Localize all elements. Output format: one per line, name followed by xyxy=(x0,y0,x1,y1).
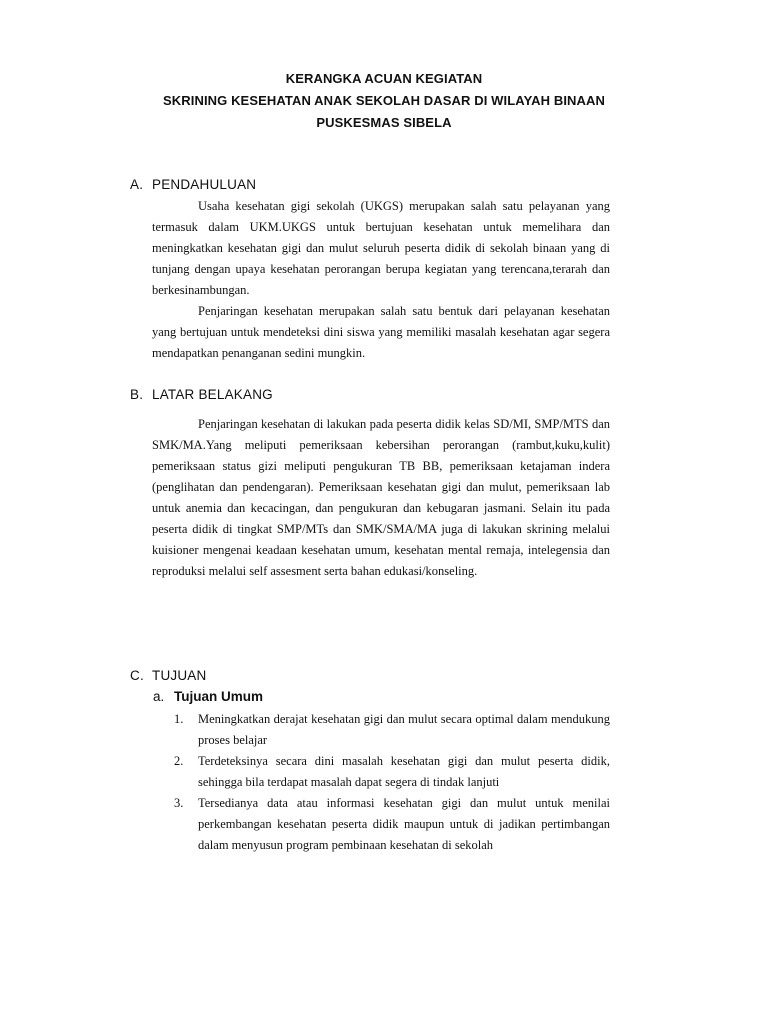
subsection-title: Tujuan Umum xyxy=(174,689,263,704)
section-letter: A. xyxy=(130,177,144,192)
document-title-line-1: KERANGKA ACUAN KEGIATAN xyxy=(285,71,483,86)
latar-belakang-paragraph: Penjaringan kesehatan di lakukan pada peserta didik kelas SD/MI, SMP/MTS dan SMK/MA.Yang meliputi pemeriksaan kebersihan perorangan (rambut,kuku,kulit) pemeriksaan status gizi meliputi pengukuran TB BB, pemeriksaan ketajaman indera (penglihatan dan pendengaran). Pemeriksaan kesehatan gigi dan mulut, pemeriksaan lab untuk anemia dan kecacingan, dan pengukuran dan kebugaran jasmani. Selain itu pada peserta didik di tingkat SMP/MTs dan SMK/SMA/MA juga di lakukan skrining melalui kuisioner mengenai keadaan kesehatan umum, kesehatan mental remaja, intelegensia dan reproduksi melalui self assesment serta bahan edukasi/konseling. xyxy=(152,417,610,578)
list-item-text: Terdeteksinya secara dini masalah kesehatan gigi dan mulut peserta didik, sehingga bila terdapat masalah dapat segera di tindak lanjuti xyxy=(198,754,610,789)
list-item-text: Tersedianya data atau informasi kesehatan gigi dan mulut untuk menilai perkembangan kesehatan peserta didik maupun untuk di jadikan pertimbangan dalam menyusun program pembinaan kesehatan di sekolah xyxy=(198,796,610,852)
section-heading-tujuan xyxy=(130,668,206,683)
document-title-line-3: PUSKESMAS SIBELA xyxy=(316,115,452,130)
list-item xyxy=(174,709,610,751)
section-letter: C. xyxy=(130,668,144,683)
section-heading-latar-belakang xyxy=(130,387,273,402)
section-letter: B. xyxy=(130,387,144,402)
section-title: PENDAHULUAN xyxy=(152,177,257,192)
list-item xyxy=(174,793,610,856)
section-title: TUJUAN xyxy=(152,668,207,683)
pendahuluan-paragraph-2: Penjaringan kesehatan merupakan salah satu bentuk dari pelayanan kesehatan yang bertujuan untuk mendeteksi dini siswa yang memiliki masalah kesehatan agar segera mendapatkan penanganan sedini mungkin. xyxy=(152,304,610,360)
tujuan-umum-list xyxy=(174,709,610,856)
document-title-line-2: SKRINING KESEHATAN ANAK SEKOLAH DASAR DI WILAYAH BINAAN xyxy=(163,93,605,108)
pendahuluan-paragraph-1: Usaha kesehatan gigi sekolah (UKGS) merupakan salah satu pelayanan yang termasuk dalam UKM.UKGS untuk bertujuan kesehatan untuk memelihara dan meningkatkan kesehatan gigi dan mulut seluruh peserta didik di sekolah binaan yang di tunjang dengan upaya kesehatan perorangan berupa kegiatan yang terencana,terarah dan berkesinambungan. xyxy=(152,199,610,297)
subsection-letter: a. xyxy=(153,689,165,704)
section-heading-pendahuluan xyxy=(130,177,256,192)
list-item xyxy=(174,751,610,793)
list-item-number: 2. xyxy=(174,754,184,768)
section-title: LATAR BELAKANG xyxy=(152,387,273,402)
list-item-number: 1. xyxy=(174,712,184,726)
list-item-number: 3. xyxy=(174,796,184,810)
subheading-tujuan-umum xyxy=(153,689,263,704)
list-item-text: Meningkatkan derajat kesehatan gigi dan mulut secara optimal dalam mendukung proses belajar xyxy=(198,712,610,747)
